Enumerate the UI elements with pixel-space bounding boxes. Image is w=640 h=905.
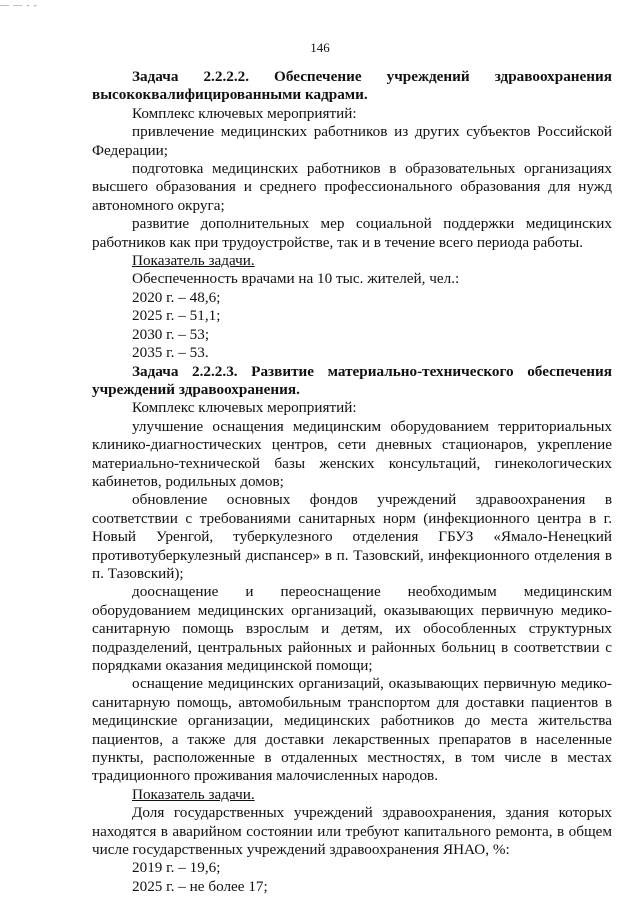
indicator-value: 2025 г. – 51,1; xyxy=(132,307,221,325)
task-heading-2-2-2-2: Задача 2.2.2.2. Обеспечение учреждений здравоохранения высококвалифицированными кадрами. xyxy=(92,68,612,104)
measure-item: улучшение оснащения медицинским оборудованием территориальных клинико-диагностических центров, сети дневных стационаров, укрепление материально-технической базы женских консультаций, гинекологических кабинетов, родильных домов; xyxy=(92,417,612,490)
indicator-label: Показатель задачи. xyxy=(132,785,255,803)
measure-item: дооснащение и переоснащение необходимым медицинским оборудованием медицинских организаций, оказывающих первичную медико-санитарную помощь взрослым и детям, их обособленных структурных подразделений, центральных районных и районных больниц в соответствии с порядками оказания медицинской помощи; xyxy=(92,583,612,674)
indicator-value: 2030 г. – 53; xyxy=(132,325,210,343)
measure-item: привлечение медицинских работников из других субъектов Российской Федерации; xyxy=(92,123,612,159)
page-number: 146 xyxy=(310,40,330,55)
measure-item: развитие дополнительных мер социальной поддержки медицинских работников как при трудоустройстве, так и в течение всего периода работы. xyxy=(92,215,612,251)
indicator-value: 2020 г. – 48,6; xyxy=(132,288,221,306)
task-heading-2-2-2-3: Задача 2.2.2.3. Развитие материально-технического обеспечения учреждений здравоохранения. xyxy=(92,362,612,398)
indicator-name: Доля государственных учреждений здравоохранения, здания которых находятся в аварийном состоянии или требуют капитального ремонта, в общем числе государственных учреждений здравоохранения ЯНАО, %: xyxy=(92,804,612,859)
measure-item: оснащение медицинских организаций, оказывающих первичную медико-санитарную помощь, автомобильным транспортом для доставки пациентов в медицинские организации, медицинских работников до места жительства пациентов, а также для доставки лекарственных препаратов в населенные пункты, расположенные в отдаленных местностях, в том числе в местах традиционного проживания малочисленных народов. xyxy=(92,675,612,785)
indicator-value: 2019 г. – 19,6; xyxy=(132,859,221,877)
indicator-value: 2025 г. – не более 17; xyxy=(132,877,268,895)
measure-item: подготовка медицинских работников в образовательных организациях высшего образования и среднего профессионального образования для нужд автономного округа; xyxy=(92,160,612,214)
measures-intro: Комплекс ключевых мероприятий: xyxy=(132,104,357,122)
indicator-name: Обеспеченность врачами на 10 тыс. жителей, чел.: xyxy=(132,270,460,288)
measure-item: обновление основных фондов учреждений здравоохранения в соответствии с требованиями санитарных норм (инфекционного центра в г. Новый Уренгой, туберкулезного отделения ГБУЗ «Ямало-Ненецкий противотуберкулезный диспансер» в п. Тазовский, инфекционного отделения в п. Тазовский); xyxy=(92,491,612,582)
indicator-value: 2035 г. – 53. xyxy=(132,344,209,362)
indicator-label: Показатель задачи. xyxy=(132,252,255,270)
measures-intro: Комплекс ключевых мероприятий: xyxy=(132,399,357,417)
scan-corner-mark: — — - - xyxy=(0,0,38,10)
document-body xyxy=(92,68,612,896)
